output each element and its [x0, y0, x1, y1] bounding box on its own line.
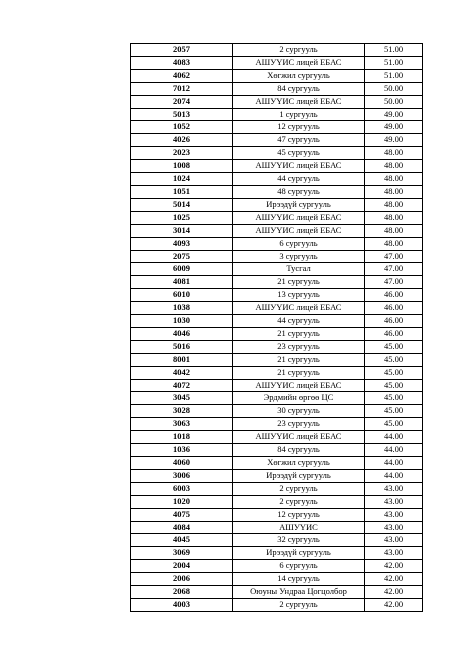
- row-score-cell: 48.00: [365, 198, 423, 211]
- row-score-cell: 43.00: [365, 547, 423, 560]
- row-school-cell: Хөгжил сургууль: [233, 457, 365, 470]
- table-row: [131, 108, 423, 121]
- table-row: [131, 198, 423, 211]
- row-code-cell: 2006: [131, 573, 233, 586]
- row-school-cell: 21 сургууль: [233, 276, 365, 289]
- row-score-cell: 43.00: [365, 482, 423, 495]
- row-score-cell: 49.00: [365, 121, 423, 134]
- row-code-cell: 3069: [131, 547, 233, 560]
- row-score-cell: 48.00: [365, 211, 423, 224]
- row-school-cell: 2 сургууль: [233, 44, 365, 57]
- row-school-cell: АШУҮИС лицей ЕБАС: [233, 211, 365, 224]
- table-row: [131, 444, 423, 457]
- row-code-cell: 5016: [131, 340, 233, 353]
- row-school-cell: 48 сургууль: [233, 185, 365, 198]
- row-school-cell: 45 сургууль: [233, 147, 365, 160]
- table-row: [131, 250, 423, 263]
- table-row: [131, 418, 423, 431]
- row-school-cell: АШУҮИС лицей ЕБАС: [233, 56, 365, 69]
- row-score-cell: 45.00: [365, 418, 423, 431]
- row-code-cell: 1025: [131, 211, 233, 224]
- table-row: [131, 134, 423, 147]
- row-score-cell: 46.00: [365, 315, 423, 328]
- row-score-cell: 42.00: [365, 598, 423, 611]
- row-code-cell: 2004: [131, 560, 233, 573]
- row-score-cell: 43.00: [365, 534, 423, 547]
- row-score-cell: 43.00: [365, 508, 423, 521]
- row-code-cell: 1038: [131, 302, 233, 315]
- table-row: [131, 405, 423, 418]
- row-school-cell: 2 сургууль: [233, 598, 365, 611]
- row-code-cell: 4060: [131, 457, 233, 470]
- table-row: [131, 534, 423, 547]
- row-score-cell: 48.00: [365, 185, 423, 198]
- table-row: [131, 147, 423, 160]
- table-row: [131, 69, 423, 82]
- row-school-cell: 2 сургууль: [233, 495, 365, 508]
- row-code-cell: 4046: [131, 327, 233, 340]
- row-code-cell: 7012: [131, 82, 233, 95]
- row-school-cell: Тусгал: [233, 263, 365, 276]
- row-score-cell: 50.00: [365, 95, 423, 108]
- row-code-cell: 6003: [131, 482, 233, 495]
- row-score-cell: 51.00: [365, 44, 423, 57]
- row-score-cell: 51.00: [365, 69, 423, 82]
- row-score-cell: 47.00: [365, 250, 423, 263]
- table-row: [131, 521, 423, 534]
- row-score-cell: 42.00: [365, 560, 423, 573]
- row-score-cell: 44.00: [365, 431, 423, 444]
- row-code-cell: 5014: [131, 198, 233, 211]
- row-code-cell: 3045: [131, 392, 233, 405]
- row-score-cell: 47.00: [365, 263, 423, 276]
- row-school-cell: 84 сургууль: [233, 444, 365, 457]
- row-code-cell: 4045: [131, 534, 233, 547]
- row-code-cell: 4026: [131, 134, 233, 147]
- table-row: [131, 160, 423, 173]
- table-row: [131, 173, 423, 186]
- row-school-cell: 2 сургууль: [233, 482, 365, 495]
- row-code-cell: 1030: [131, 315, 233, 328]
- row-code-cell: 2075: [131, 250, 233, 263]
- row-school-cell: Хөгжил сургууль: [233, 69, 365, 82]
- table-row: [131, 224, 423, 237]
- table-row: [131, 457, 423, 470]
- results-table-body: [131, 44, 423, 612]
- row-school-cell: Ирээдүй сургууль: [233, 198, 365, 211]
- table-row: [131, 82, 423, 95]
- table-row: [131, 95, 423, 108]
- table-row: [131, 508, 423, 521]
- row-score-cell: 48.00: [365, 237, 423, 250]
- row-school-cell: 30 сургууль: [233, 405, 365, 418]
- row-school-cell: Эрдмийн өргөө ЦС: [233, 392, 365, 405]
- row-code-cell: 3028: [131, 405, 233, 418]
- row-code-cell: 6009: [131, 263, 233, 276]
- row-code-cell: 4072: [131, 379, 233, 392]
- row-school-cell: 6 сургууль: [233, 237, 365, 250]
- row-code-cell: 3006: [131, 469, 233, 482]
- row-code-cell: 4075: [131, 508, 233, 521]
- row-school-cell: Ирээдүй сургууль: [233, 469, 365, 482]
- row-code-cell: 1008: [131, 160, 233, 173]
- row-score-cell: 48.00: [365, 224, 423, 237]
- table-row: [131, 185, 423, 198]
- row-score-cell: 48.00: [365, 160, 423, 173]
- row-code-cell: 4083: [131, 56, 233, 69]
- table-row: [131, 340, 423, 353]
- row-score-cell: 47.00: [365, 276, 423, 289]
- row-school-cell: 21 сургууль: [233, 353, 365, 366]
- row-score-cell: 45.00: [365, 366, 423, 379]
- table-row: [131, 547, 423, 560]
- row-code-cell: 1051: [131, 185, 233, 198]
- row-school-cell: 44 сургууль: [233, 315, 365, 328]
- row-school-cell: 6 сургууль: [233, 560, 365, 573]
- row-code-cell: 4084: [131, 521, 233, 534]
- row-code-cell: 5013: [131, 108, 233, 121]
- table-row: [131, 276, 423, 289]
- table-row: [131, 469, 423, 482]
- table-row: [131, 211, 423, 224]
- table-row: [131, 121, 423, 134]
- row-code-cell: 4003: [131, 598, 233, 611]
- table-row: [131, 573, 423, 586]
- row-code-cell: 1024: [131, 173, 233, 186]
- row-score-cell: 51.00: [365, 56, 423, 69]
- row-code-cell: 6010: [131, 289, 233, 302]
- table-row: [131, 56, 423, 69]
- row-school-cell: АШУҮИС лицей ЕБАС: [233, 95, 365, 108]
- row-code-cell: 1018: [131, 431, 233, 444]
- table-row: [131, 392, 423, 405]
- row-score-cell: 45.00: [365, 392, 423, 405]
- row-score-cell: 49.00: [365, 108, 423, 121]
- row-school-cell: 12 сургууль: [233, 508, 365, 521]
- row-score-cell: 46.00: [365, 302, 423, 315]
- row-code-cell: 2068: [131, 586, 233, 599]
- row-school-cell: 13 сургууль: [233, 289, 365, 302]
- row-score-cell: 50.00: [365, 82, 423, 95]
- row-score-cell: 45.00: [365, 353, 423, 366]
- row-school-cell: АШУҮИС лицей ЕБАС: [233, 431, 365, 444]
- row-score-cell: 45.00: [365, 405, 423, 418]
- table-row: [131, 586, 423, 599]
- table-row: [131, 379, 423, 392]
- row-school-cell: 32 сургууль: [233, 534, 365, 547]
- results-table: [130, 43, 423, 612]
- row-score-cell: 43.00: [365, 521, 423, 534]
- row-school-cell: 44 сургууль: [233, 173, 365, 186]
- row-school-cell: 21 сургууль: [233, 327, 365, 340]
- row-code-cell: 4093: [131, 237, 233, 250]
- row-school-cell: 23 сургууль: [233, 340, 365, 353]
- table-row: [131, 289, 423, 302]
- row-school-cell: 47 сургууль: [233, 134, 365, 147]
- row-score-cell: 46.00: [365, 327, 423, 340]
- row-school-cell: 21 сургууль: [233, 366, 365, 379]
- row-score-cell: 45.00: [365, 379, 423, 392]
- table-row: [131, 598, 423, 611]
- table-row: [131, 302, 423, 315]
- table-row: [131, 327, 423, 340]
- row-code-cell: 2023: [131, 147, 233, 160]
- row-code-cell: 1036: [131, 444, 233, 457]
- row-school-cell: 23 сургууль: [233, 418, 365, 431]
- row-score-cell: 43.00: [365, 495, 423, 508]
- table-row: [131, 44, 423, 57]
- row-code-cell: 8001: [131, 353, 233, 366]
- row-school-cell: 14 сургууль: [233, 573, 365, 586]
- table-row: [131, 366, 423, 379]
- table-row: [131, 263, 423, 276]
- row-school-cell: АШУҮИС лицей ЕБАС: [233, 224, 365, 237]
- row-school-cell: Оюуны Ундраа Цогцолбор: [233, 586, 365, 599]
- row-school-cell: 84 сургууль: [233, 82, 365, 95]
- row-score-cell: 44.00: [365, 457, 423, 470]
- row-school-cell: АШУҮИС лицей ЕБАС: [233, 302, 365, 315]
- table-row: [131, 237, 423, 250]
- row-code-cell: 4062: [131, 69, 233, 82]
- row-code-cell: 3014: [131, 224, 233, 237]
- row-code-cell: 4081: [131, 276, 233, 289]
- row-school-cell: Ирээдүй сургууль: [233, 547, 365, 560]
- table-row: [131, 315, 423, 328]
- row-score-cell: 46.00: [365, 289, 423, 302]
- table-row: [131, 495, 423, 508]
- row-code-cell: 2074: [131, 95, 233, 108]
- row-score-cell: 44.00: [365, 444, 423, 457]
- row-school-cell: 12 сургууль: [233, 121, 365, 134]
- row-score-cell: 48.00: [365, 173, 423, 186]
- row-code-cell: 1052: [131, 121, 233, 134]
- row-score-cell: 45.00: [365, 340, 423, 353]
- row-score-cell: 49.00: [365, 134, 423, 147]
- table-row: [131, 560, 423, 573]
- row-score-cell: 42.00: [365, 573, 423, 586]
- row-code-cell: 1020: [131, 495, 233, 508]
- row-code-cell: 4042: [131, 366, 233, 379]
- row-school-cell: АШУҮИС лицей ЕБАС: [233, 379, 365, 392]
- table-row: [131, 431, 423, 444]
- table-row: [131, 353, 423, 366]
- row-code-cell: 2057: [131, 44, 233, 57]
- row-score-cell: 48.00: [365, 147, 423, 160]
- row-score-cell: 44.00: [365, 469, 423, 482]
- row-school-cell: 1 сургууль: [233, 108, 365, 121]
- row-code-cell: 3063: [131, 418, 233, 431]
- row-score-cell: 42.00: [365, 586, 423, 599]
- row-school-cell: АШУҮИС лицей ЕБАС: [233, 160, 365, 173]
- table-row: [131, 482, 423, 495]
- row-school-cell: 3 сургууль: [233, 250, 365, 263]
- row-school-cell: АШУҮИС: [233, 521, 365, 534]
